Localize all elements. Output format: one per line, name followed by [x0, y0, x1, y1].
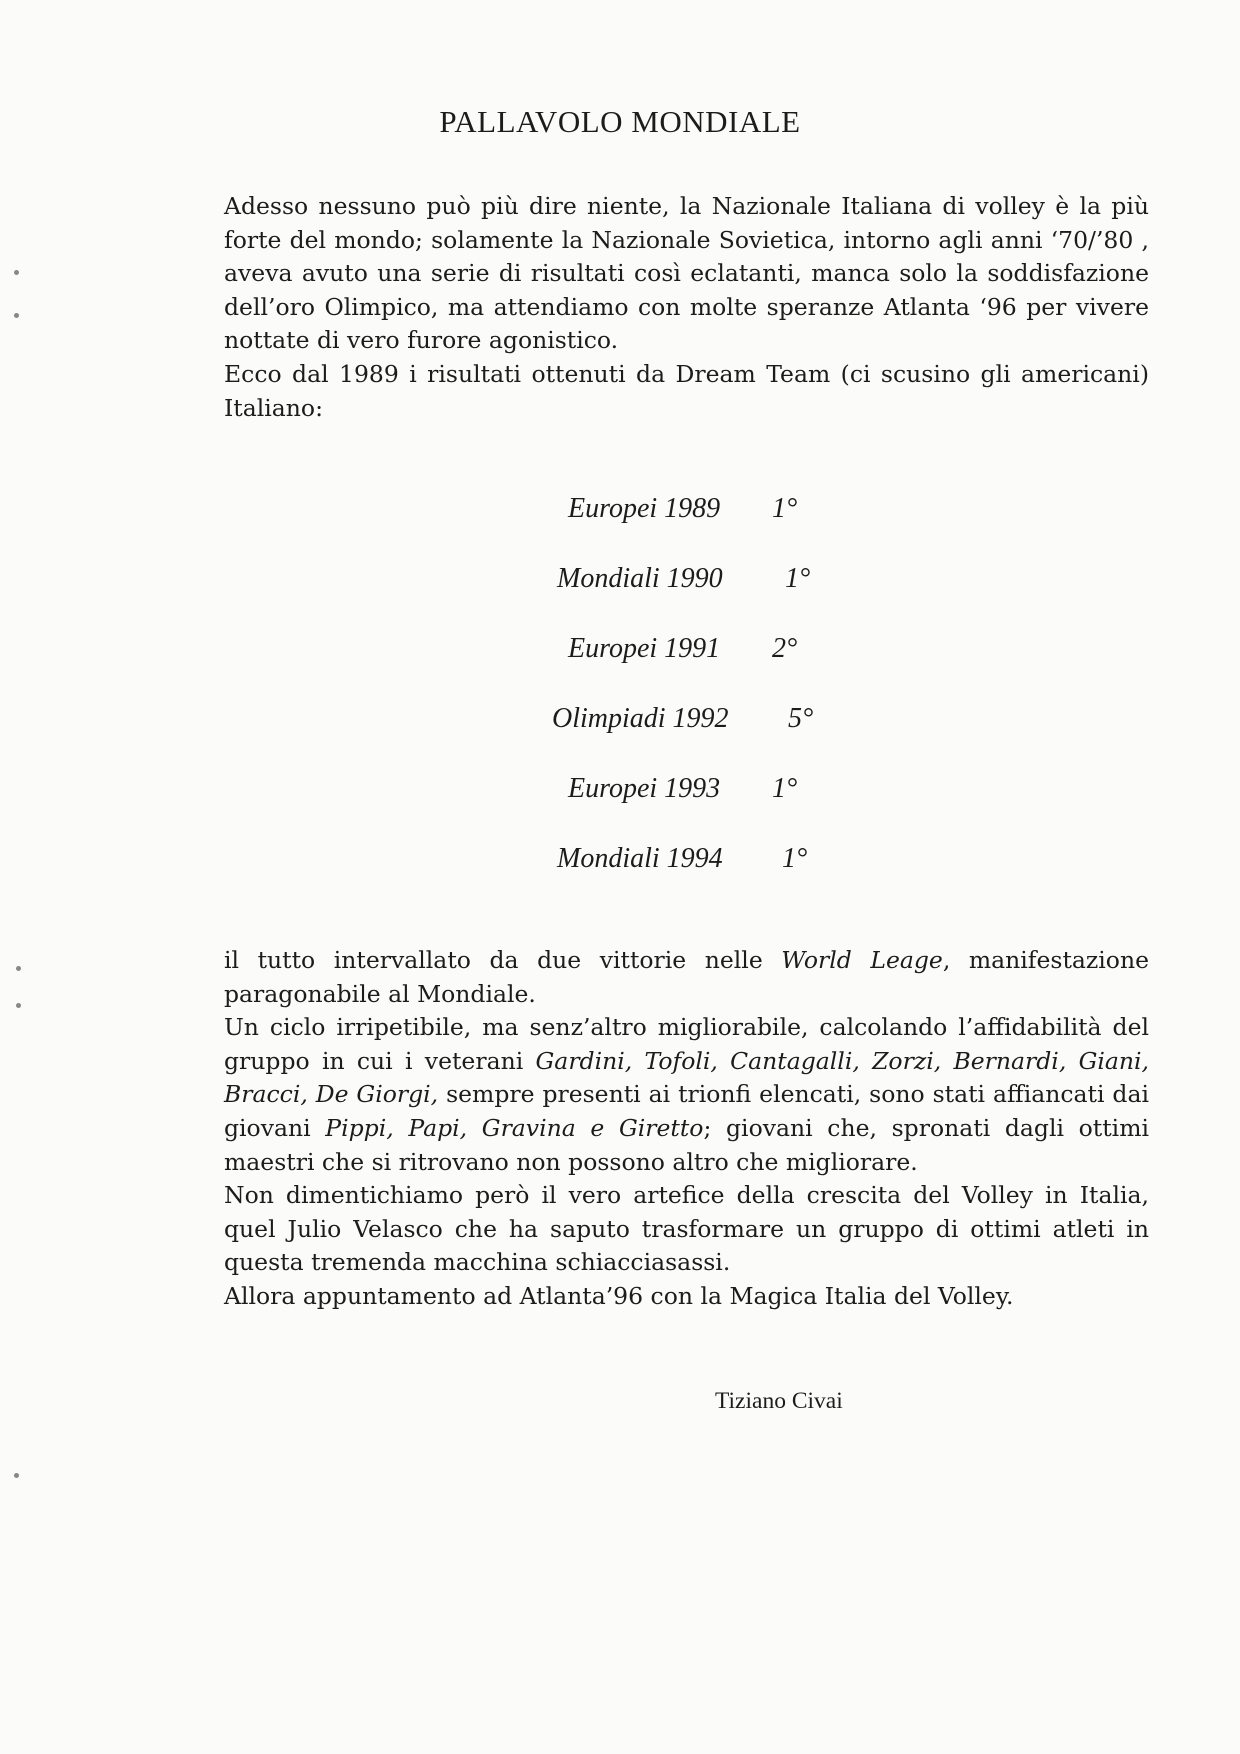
author-signature: Tiziano Civai — [715, 1388, 843, 1414]
result-item — [0, 563, 1240, 633]
margin-dot — [14, 270, 19, 275]
margin-dot — [14, 313, 19, 318]
result-place: 1° — [772, 493, 798, 524]
margin-dot — [14, 1473, 19, 1478]
result-event: Mondiali 1994 — [557, 843, 723, 874]
result-item — [0, 493, 1240, 563]
result-event: Europei 1993 — [568, 773, 721, 804]
margin-dot — [16, 966, 21, 971]
players-intro: Un ciclo irripetibile, ma senz’altro migliorabile, calcolando l’affidabilità del gruppo in cui i veterani — [224, 1013, 1149, 1075]
result-event: Olimpiadi 1992 — [552, 703, 729, 734]
world-league-after: , manifestazione paragonabile al Mondiale. — [224, 946, 1149, 1008]
intro-text — [224, 190, 1149, 425]
result-event: Europei 1989 — [568, 493, 721, 524]
result-place: 1° — [782, 843, 808, 874]
result-place: 1° — [772, 773, 798, 804]
result-place: 5° — [788, 703, 814, 734]
results-list — [0, 493, 1240, 913]
players-paragraph — [224, 1011, 1149, 1179]
outro-text — [224, 944, 1149, 1314]
players-middle: sempre presenti ai trionfi elencati, sono stati affiancati dai giovani — [224, 1080, 1149, 1142]
world-league-paragraph — [224, 944, 1149, 1011]
result-item — [0, 703, 1240, 773]
margin-dot — [16, 1003, 21, 1008]
result-item — [0, 843, 1240, 913]
result-item — [0, 633, 1240, 703]
result-place: 2° — [772, 633, 798, 664]
result-event: Europei 1991 — [568, 633, 721, 664]
intro-paragraph: Ecco dal 1989 i risultati ottenuti da Dream Team (ci scusino gli americani) Italiano: — [224, 359, 1149, 422]
intro-paragraph: Adesso nessuno può più dire niente, la Nazionale Italiana di volley è la più forte del mondo; solamente la Nazionale Sovietica, intorno agli anni ‘70/’80 , aveva avuto una serie di risultati così eclatanti, manca solo la soddisfazione dell’oro Olimpico, ma attendiamo con molte speranze Atlanta ‘96 per vivere nottate di vero furore agonistico. — [224, 192, 1149, 355]
young-players: Pippi, Papi, Gravina e Giretto — [325, 1113, 704, 1142]
velasco-paragraph: Non dimentichiamo però il vero artefice della crescita del Volley in Italia, quel Julio Velasco che ha saputo trasformare un gruppo di ottimi atleti in questa tremenda macchina schiacciasassi. — [224, 1181, 1149, 1277]
veteran-players: Gardini, Tofoli, Cantagalli, Zorzi, Bernardi, Giani, Bracci, De Giorgi, — [224, 1046, 1150, 1109]
world-league-before: il tutto intervallato da due vittorie nelle — [224, 946, 782, 974]
result-item — [0, 773, 1240, 843]
result-place: 1° — [785, 563, 811, 594]
world-league-name: World Leage — [781, 946, 943, 974]
closing-paragraph: Allora appuntamento ad Atlanta’96 con la Magica Italia del Volley. — [224, 1281, 1014, 1310]
page-title: PALLAVOLO MONDIALE — [439, 104, 801, 139]
players-end: ; giovani che, spronati dagli ottimi maestri che si ritrovano non possono altro che migliorare. — [224, 1113, 1149, 1176]
result-event: Mondiali 1990 — [557, 563, 723, 594]
